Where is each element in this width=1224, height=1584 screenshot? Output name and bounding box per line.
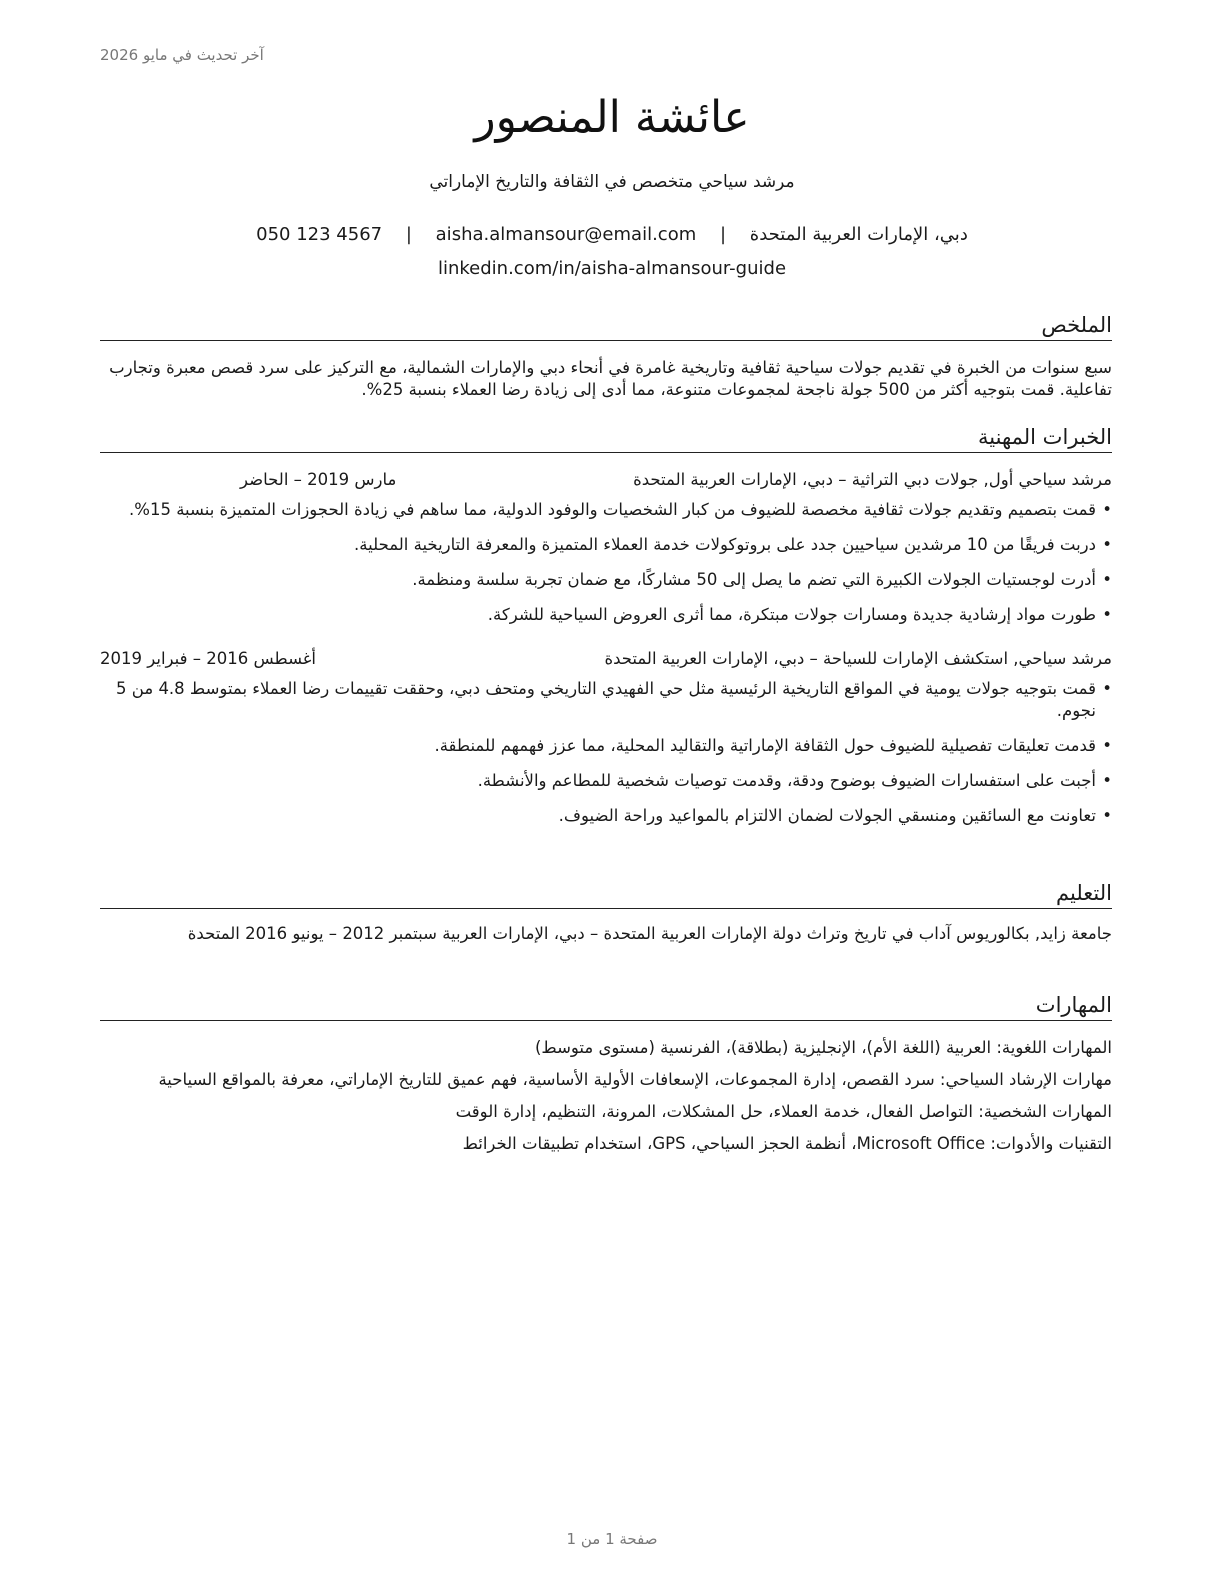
job-dates: مارس 2019 – الحاضر <box>240 470 397 489</box>
experience-section <box>100 424 1112 840</box>
contact-separator: | <box>719 224 727 245</box>
job-bullet: • قمت بتصميم وتقديم جولات ثقافية مخصصة للضيوف من كبار الشخصيات والوفود الدولية، مما ساهم في زيادة الحجوزات المتميزة بنسبة 15%. <box>100 499 1112 521</box>
skill-line: التقنيات والأدوات: Microsoft Office، أنظمة الحجز السياحي، GPS، استخدام تطبيقات الخرائط <box>462 1134 1112 1153</box>
job-entry <box>100 469 1112 626</box>
job-dates: أغسطس 2016 – فبراير 2019 <box>100 649 316 668</box>
last-updated-note: آخر تحديث في مايو 2026 <box>100 46 264 64</box>
skill-line: مهارات الإرشاد السياحي: سرد القصص، إدارة المجموعات، الإسعافات الأولية الأساسية، فهم عميق للتاريخ الإماراتي، معرفة بالمواقع السياحية <box>158 1070 1112 1089</box>
candidate-name: عائشة المنصور <box>474 92 750 143</box>
job-bullet: • تعاونت مع السائقين ومنسقي الجولات لضمان الالتزام بالمواعيد وراحة الضيوف. <box>100 805 1112 827</box>
education-section <box>100 880 1112 945</box>
job-entry <box>100 648 1112 827</box>
job-bullets <box>100 678 1112 827</box>
skill-line: المهارات الشخصية: التواصل الفعال، خدمة العملاء، حل المشكلات، المرونة، التنظيم، إدارة الوقت <box>455 1102 1112 1121</box>
section-title-experience: الخبرات المهنية <box>100 424 1112 453</box>
contact-line <box>0 224 1224 245</box>
section-title-education: التعليم <box>100 880 1112 909</box>
contact-location: دبي، الإمارات العربية المتحدة <box>749 224 968 245</box>
contact-phone[interactable]: 050 123 4567 <box>256 224 383 245</box>
education-entry: جامعة زايد, بكالوريوس آداب في تاريخ وتراث دولة الإمارات العربية المتحدة – دبي، الإمارات العربية سبتمبر 2012 – يونيو 2016 المتحدة <box>187 924 1112 943</box>
contact-separator: | <box>405 224 412 245</box>
job-header <box>100 648 1112 670</box>
job-heading: مرشد سياحي أول, جولات دبي التراثية – دبي، الإمارات العربية المتحدة <box>633 470 1112 489</box>
contact-linkedin[interactable]: linkedin.com/in/aisha-almansour-guide <box>437 258 787 279</box>
skills-section <box>100 992 1112 1155</box>
candidate-subtitle: مرشد سياحي متخصص في الثقافة والتاريخ الإماراتي <box>429 172 795 192</box>
job-bullet: • دربت فريقًا من 10 مرشدين سياحيين جدد على بروتوكولات خدمة العملاء المتميزة والمعرفة التاريخية المحلية. <box>100 534 1112 556</box>
job-bullets <box>100 499 1112 626</box>
job-bullet: • طورت مواد إرشادية جديدة ومسارات جولات مبتكرة، مما أثرى العروض السياحية للشركة. <box>100 604 1112 626</box>
job-bullet: • قدمت تعليقات تفصيلية للضيوف حول الثقافة الإماراتية والتقاليد المحلية، مما عزز فهمهم للمنطقة. <box>100 735 1112 757</box>
job-bullet: • قمت بتوجيه جولات يومية في المواقع التاريخية الرئيسية مثل حي الفهيدي التاريخي ومتحف دبي، وحققت تقييمات رضا العملاء بمتوسط 4.8 من 5 نجوم. <box>100 678 1112 722</box>
summary-text: سبع سنوات من الخبرة في تقديم جولات سياحية ثقافية وتاريخية غامرة في أنحاء دبي والإمارات الشمالية، مع التركيز على سرد قصص معبرة وتجارب تفاعلية. قمت بتوجيه أكثر من 500 جولة ناجحة لمجموعات متنوعة، مما أدى إلى زيادة رضا العملاء بنسبة 25%. <box>109 358 1112 399</box>
job-bullet: • أجبت على استفسارات الضيوف بوضوح ودقة، وقدمت توصيات شخصية للمطاعم والأنشطة. <box>100 770 1112 792</box>
summary-section <box>100 312 1112 401</box>
skill-line: المهارات اللغوية: العربية (اللغة الأم)، الإنجليزية (بطلاقة)، الفرنسية (مستوى متوسط) <box>534 1038 1112 1057</box>
job-heading: مرشد سياحي, استكشف الإمارات للسياحة – دبي، الإمارات العربية المتحدة <box>604 649 1112 668</box>
section-title-skills: المهارات <box>100 992 1112 1021</box>
contact-email[interactable]: aisha.almansour@email.com <box>435 224 697 245</box>
job-bullet: • أدرت لوجستيات الجولات الكبيرة التي تضم ما يصل إلى 50 مشاركًا، مع ضمان تجربة سلسة ومنظمة. <box>100 569 1112 591</box>
job-header <box>100 469 1112 491</box>
section-title-summary: الملخص <box>100 312 1112 341</box>
page-number: صفحة 1 من 1 <box>566 1530 658 1548</box>
